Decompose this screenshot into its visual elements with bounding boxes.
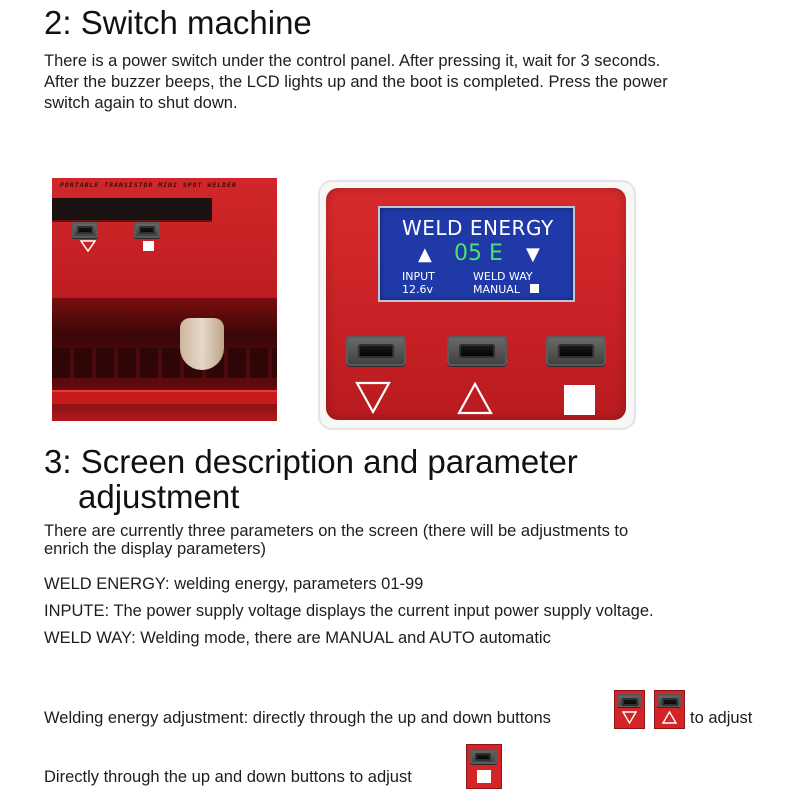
section-2-paragraph — [44, 51, 784, 114]
lcd-input-label: INPUT — [402, 270, 435, 283]
button-switch-icon — [657, 694, 681, 707]
lcd-weld-way-value: MANUAL — [473, 283, 520, 296]
lcd-input-value: 12.6v — [402, 283, 434, 296]
paragraph-line: After the buzzer beeps, the LCD lights up and the boot is completed. Press the power — [44, 73, 668, 91]
energy-adjust-text: Welding energy adjustment: directly through the up and down buttons — [44, 709, 551, 727]
lcd-title: WELD ENERGY — [402, 216, 554, 240]
heading-line: adjustment — [78, 478, 240, 515]
intro-line: There are currently three parameters on the screen (there will be adjustments to — [44, 522, 629, 540]
mode-square-icon — [564, 385, 595, 415]
lcd-screen — [378, 206, 575, 302]
power-switch-cap — [180, 318, 224, 370]
paragraph-line: There is a power switch under the control panel. After pressing it, wait for 3 seconds. — [44, 52, 661, 70]
board-rails — [52, 348, 277, 378]
section-3-intro — [44, 522, 784, 558]
parameter-input: INPUTE: The power supply voltage displays the current input power supply voltage. — [44, 602, 654, 620]
board-photo — [52, 178, 277, 421]
button-switch-icon — [470, 749, 497, 764]
section-3-heading — [44, 444, 578, 514]
button-switch-icon — [617, 694, 641, 707]
mode-adjust-text: Directly through the up and down buttons to adjust — [44, 768, 412, 786]
down-triangle-icon — [622, 711, 637, 724]
heading-line: 3: Screen description and parameter — [44, 443, 578, 480]
section-2-heading: 2: Switch machine — [44, 4, 312, 41]
intro-line: enrich the display parameters) — [44, 540, 266, 558]
board-lcd-edge — [52, 198, 212, 222]
down-arrow-icon: ▼ — [526, 244, 540, 265]
board-bottom-strip — [52, 390, 277, 404]
energy-adjust-suffix: to adjust — [690, 709, 753, 727]
parameter-weld-way: WELD WAY: Welding mode, there are MANUAL and AUTO automatic — [44, 629, 551, 647]
mode-button-icon — [466, 744, 502, 789]
mode-square-icon — [143, 241, 154, 251]
paragraph-line: switch again to shut down. — [44, 94, 238, 112]
board-label: PORTABLE TRANSISTOR MINI SPOT WELDER — [60, 181, 237, 189]
board-button-down — [72, 222, 98, 238]
down-triangle-icon — [355, 381, 391, 415]
lcd-mode-square-icon — [530, 284, 539, 293]
parameter-weld-energy: WELD ENERGY: welding energy, parameters 01-99 — [44, 575, 424, 593]
panel-up-button — [447, 336, 507, 366]
up-triangle-icon — [662, 711, 677, 724]
up-arrow-icon: ▲ — [418, 244, 432, 265]
lcd-energy-value: 05 E — [454, 241, 503, 266]
lcd-weld-way-label: WELD WAY — [473, 270, 533, 283]
mode-square-icon — [477, 770, 491, 783]
board-button-up — [134, 222, 160, 238]
panel-down-button — [346, 336, 406, 366]
panel-mode-button — [546, 336, 606, 366]
up-triangle-icon — [457, 381, 493, 415]
down-triangle-icon — [80, 240, 96, 252]
up-button-icon — [654, 690, 685, 729]
down-button-icon — [614, 690, 645, 729]
